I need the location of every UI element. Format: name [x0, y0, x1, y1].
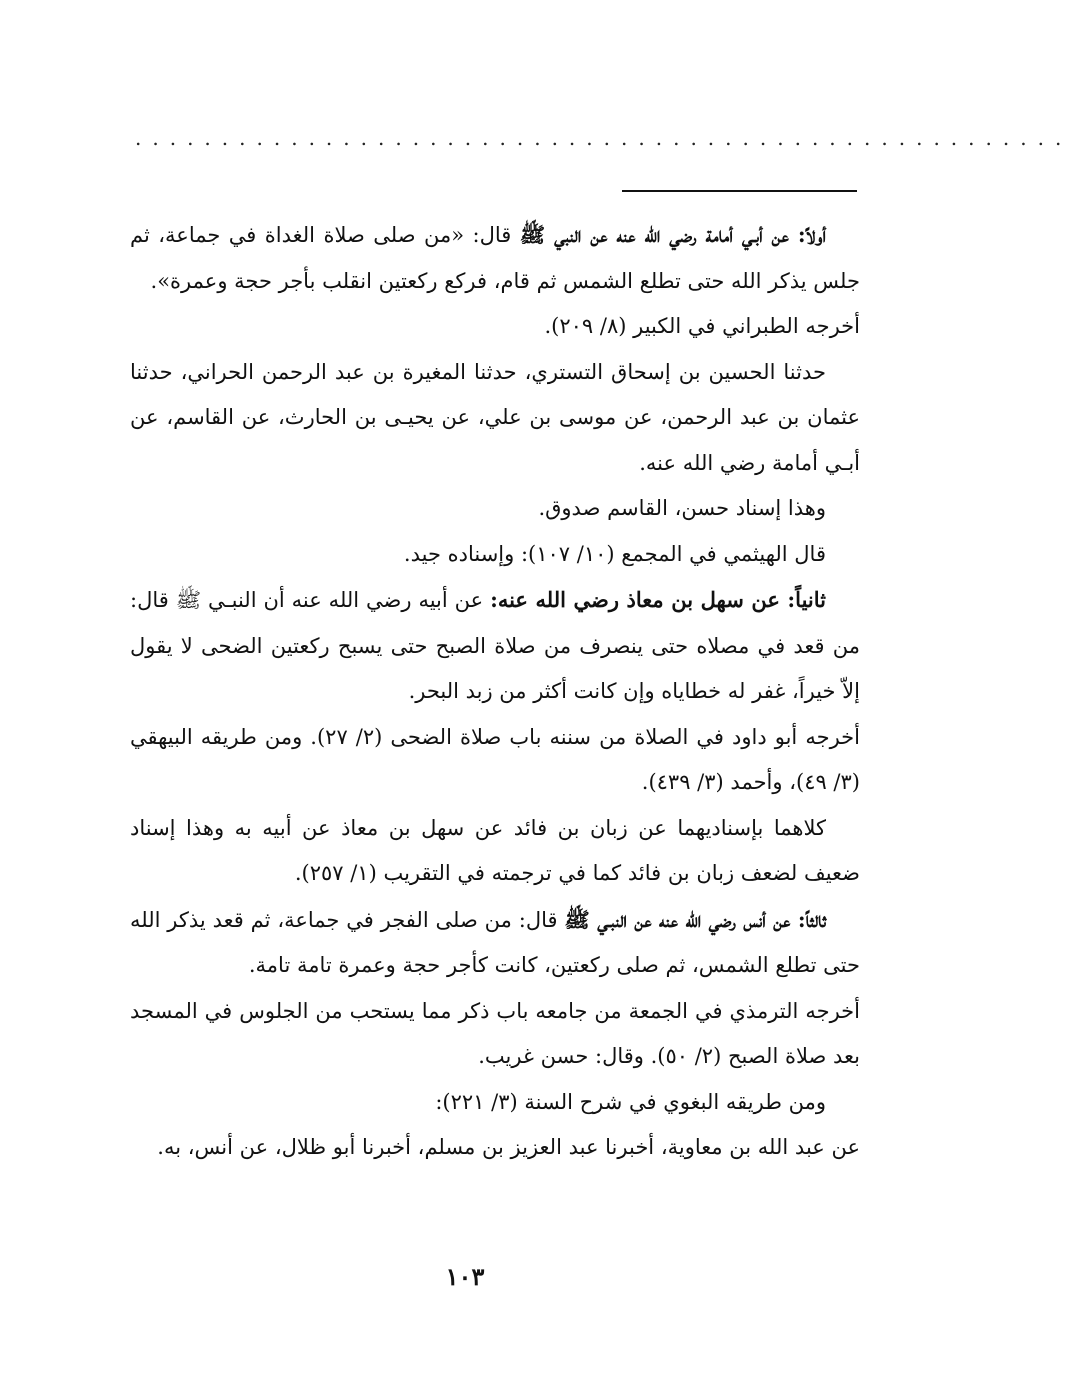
- paragraph-text: عن أبيه رضي الله عنه أن النبـي ﷺ قال: من قعد في مصلاه حتى ينصرف من صلاة الصبح حتى يسبح ركعتين الضحى لا يقول إلاّ خيراً، غفر له خطاياه وإن كانت أكثر من زبد البحر.: [130, 588, 860, 703]
- section-lead: أولاً: عن أبـي أمامة رضي الله عنه عن النبي ﷺ: [519, 222, 826, 247]
- section-lead: ثالثاً: عن أنس رضي الله عنه عن النبـي ﷺ: [564, 906, 826, 932]
- paragraph: كلاهما بإسناديهما عن زبان بن فائد عن سهل بن معاذ عن أبيه به وهذا إسناد ضعيف لضعف زبان بن فائد كما في ترجمته في التقريب (١/ ٢٥٧).: [130, 815, 860, 885]
- paragraph: [130, 897, 860, 989]
- header-rule: [622, 190, 857, 192]
- body-text: [130, 212, 860, 1171]
- paragraph-text: قال: من صلى الفجر في جماعة، ثم قعد يذكر الله حتى تطلع الشمس، ثم صلى ركعتين، كانت كأجر حجة وعمرة تامة تامة.: [130, 907, 860, 977]
- page-number: ١٠٣: [445, 1262, 485, 1291]
- paragraph: [130, 212, 860, 304]
- paragraph: أخرجه الترمذي في الجمعة من جامعه باب ذكر مما يستحب من الجلوس في المسجد بعد صلاة الصبح (٢/ ٥٠). وقال: حسن غريب.: [130, 998, 860, 1068]
- header-dotted-line: ......................................................: [135, 126, 1072, 150]
- paragraph: قال الهيثمي في المجمع (١٠/ ١٠٧): وإسناده جيد.: [403, 541, 826, 566]
- paragraph: حدثنا الحسين بن إسحاق التستري، حدثنا المغيرة بن عبد الرحمن الحراني، حدثنا عثمان بن عبد الرحمن، عن موسى بن علي، عن يحيـى بن الحارث، عن القاسم، عن أبـي أمامة رضي الله عنه.: [130, 359, 860, 475]
- paragraph-text: قال: «من صلى صلاة الغداة في جماعة، ثم جلس يذكر الله حتى تطلع الشمس ثم قام، فركع ركعتين انقلب بأجر حجة وعمرة».: [130, 223, 860, 293]
- section-lead: ثانياً: عن سهل بن معاذ رضي الله عنه:: [490, 587, 826, 612]
- paragraph: أخرجه أبو داود في الصلاة من سننه باب صلاة الضحى (٢/ ٢٧). ومن طريقه البيهقي (٣/ ٤٩)، وأحمد (٣/ ٤٣٩).: [130, 724, 860, 794]
- paragraph: [130, 577, 860, 715]
- paragraph: وهذا إسناد حسن، القاسم صدوق.: [538, 496, 826, 520]
- paragraph: ومن طريقه البغوي في شرح السنة (٣/ ٢٢١):: [435, 1089, 826, 1114]
- paragraph: أخرجه الطبراني في الكبير (٨/ ٢٠٩).: [544, 314, 860, 338]
- paragraph: عن عبد الله بن معاوية، أخبرنا عبد العزيز بن مسلم، أخبرنا أبو ظلال، عن أنس، به.: [157, 1135, 860, 1159]
